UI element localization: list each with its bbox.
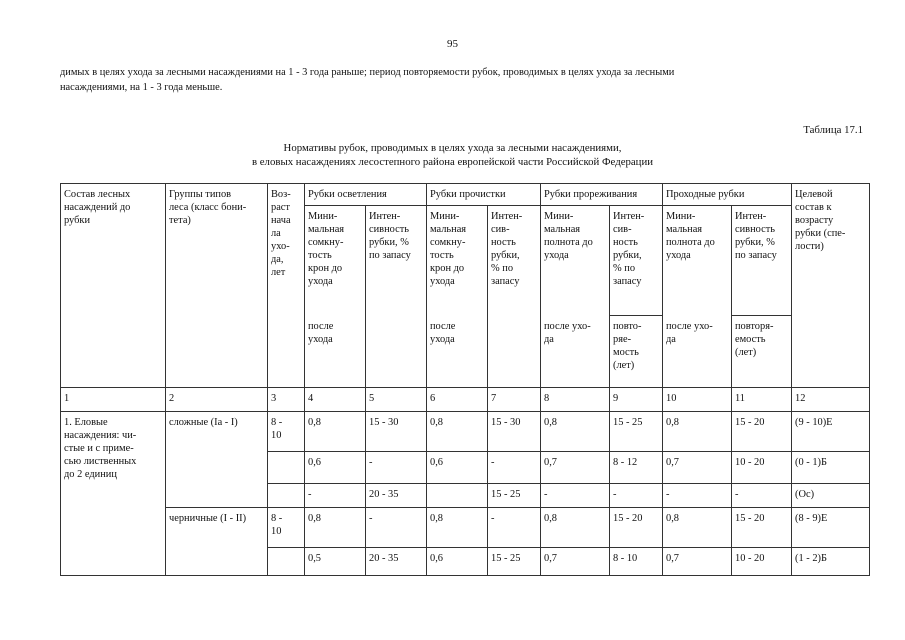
cell-line: лет	[271, 267, 286, 278]
value-cell: -	[488, 452, 541, 484]
column-number: 9	[610, 388, 663, 412]
cell-line: (лет)	[613, 360, 635, 371]
cell-line: крон до	[308, 263, 343, 274]
header-c6	[427, 206, 488, 316]
cell-line: % по	[613, 263, 636, 274]
value-cell: -	[541, 484, 610, 508]
value-cell: 0,7	[541, 548, 610, 576]
cell-line: после ухо-	[544, 320, 591, 332]
cell-line: насаждений до	[64, 202, 131, 213]
value-cell: 0,7	[541, 452, 610, 484]
cell-line: рубки,	[613, 250, 642, 261]
column-number: 12	[792, 388, 870, 412]
header-group-osvetleniya: Рубки осветления	[305, 184, 427, 206]
intro-line: насаждениями, на 1 - 3 года меньше.	[60, 82, 223, 93]
column-number: 5	[366, 388, 427, 412]
cell-line: тость	[308, 250, 332, 261]
cell-line: после	[430, 320, 456, 332]
age-cell	[268, 412, 305, 452]
value-cell: 15 - 20	[732, 412, 792, 452]
cell-line: мальная	[308, 224, 345, 235]
table-title-line: Нормативы рубок, проводимых в целях ухода за лесными насаждениями,	[283, 142, 622, 154]
value-cell: 20 - 35	[366, 484, 427, 508]
header-group-prokhodnye: Проходные рубки	[663, 184, 792, 206]
value-cell: 15 - 30	[366, 412, 427, 452]
header-group-prochistki: Рубки прочистки	[427, 184, 541, 206]
header-c10-after	[663, 316, 732, 388]
value-cell: (1 - 2)Б	[792, 548, 870, 576]
cell-line: сомкну-	[308, 237, 344, 248]
cell-line: ность	[613, 237, 638, 248]
age-cell	[268, 508, 305, 548]
column-number: 11	[732, 388, 792, 412]
cell-line: рубки	[64, 215, 91, 226]
cell-line: ухода	[308, 276, 333, 287]
value-cell: 0,7	[663, 548, 732, 576]
table-title	[0, 141, 905, 169]
value-cell: 15 - 25	[610, 412, 663, 452]
value-cell: 15 - 30	[488, 412, 541, 452]
value-cell: 0,8	[541, 412, 610, 452]
value-cell: 0,6	[427, 452, 488, 484]
cell-line: по запасу	[735, 250, 777, 261]
cell-line: Мини-	[430, 211, 460, 222]
value-cell: 0,6	[305, 452, 366, 484]
cell-line: Интен-	[369, 211, 401, 222]
value-cell: (0 - 1)Б	[792, 452, 870, 484]
cell-line: рубки (спе-	[795, 228, 846, 239]
cell-line: ность	[491, 237, 516, 248]
column-number-row	[61, 388, 870, 412]
cell-line: Воз-	[271, 189, 291, 200]
cell-line: после ухо-	[666, 320, 713, 332]
cell-line: мальная	[430, 224, 467, 235]
header-row	[61, 184, 870, 206]
cell-line: Интен-	[491, 211, 523, 222]
cell-line: ухода	[430, 333, 455, 345]
value-cell: 15 - 25	[488, 484, 541, 508]
value-cell: 10 - 20	[732, 452, 792, 484]
cell-line: % по	[491, 263, 514, 274]
value-cell: -	[732, 484, 792, 508]
cell-line: Мини-	[308, 211, 338, 222]
table-label: Таблица 17.1	[803, 124, 863, 136]
cell-line: стые и с приме-	[64, 443, 134, 454]
cell-line: ряе-	[613, 334, 632, 345]
header-c9	[610, 206, 663, 316]
cell-line: повто-	[613, 321, 642, 332]
cell-line: нача	[271, 215, 291, 226]
value-cell	[427, 484, 488, 508]
cell-line: Интен-	[735, 211, 767, 222]
value-cell: 15 - 25	[488, 548, 541, 576]
value-cell: 0,8	[663, 412, 732, 452]
cell-line: Состав лесных	[64, 189, 131, 200]
column-number: 3	[268, 388, 305, 412]
cell-line: запасу	[613, 276, 642, 287]
value-cell: 15 - 20	[732, 508, 792, 548]
forest-type-cell: сложные (Iа - I)	[166, 412, 268, 508]
cell-line: крон до	[430, 263, 465, 274]
age-cell-empty	[268, 484, 305, 508]
cell-line: 10	[271, 430, 282, 441]
column-number: 4	[305, 388, 366, 412]
cell-line: запасу	[491, 276, 520, 287]
header-c5	[366, 206, 427, 388]
value-cell: 0,5	[305, 548, 366, 576]
cell-line: после	[308, 320, 334, 332]
value-cell: -	[663, 484, 732, 508]
cell-line: полнота до	[666, 237, 715, 248]
header-c4	[305, 206, 366, 316]
value-cell: (9 - 10)Е	[792, 412, 870, 452]
column-number: 1	[61, 388, 166, 412]
header-age-start	[268, 184, 305, 388]
norms-table	[60, 183, 870, 576]
header-c8-after	[541, 316, 610, 388]
cell-line: леса (класс бони-	[169, 202, 247, 213]
cell-line: полнота до	[544, 237, 593, 248]
value-cell: (8 - 9)Е	[792, 508, 870, 548]
header-c11-after	[732, 316, 792, 388]
column-number: 2	[166, 388, 268, 412]
cell-line: 8 -	[271, 417, 283, 428]
header-c8	[541, 206, 610, 316]
cell-line: рубки, %	[735, 237, 775, 248]
value-cell: 0,8	[427, 508, 488, 548]
cell-line: тость	[430, 250, 454, 261]
value-cell: 15 - 20	[610, 508, 663, 548]
cell-line: сивность	[735, 224, 775, 235]
value-cell: 20 - 35	[366, 548, 427, 576]
cell-line: емость	[735, 334, 766, 345]
header-c4-after	[305, 316, 366, 388]
column-number: 10	[663, 388, 732, 412]
cell-line: мальная	[544, 224, 581, 235]
cell-line: ла	[271, 228, 281, 239]
cell-line: да	[666, 333, 676, 345]
cell-line: рубки, %	[369, 237, 409, 248]
cell-line: состав к	[795, 202, 832, 213]
value-cell: 0,8	[427, 412, 488, 452]
cell-line: насаждения: чи-	[64, 430, 137, 441]
cell-line: сивность	[369, 224, 409, 235]
cell-line: 10	[271, 526, 282, 537]
value-cell: -	[488, 508, 541, 548]
table-row	[61, 412, 870, 452]
table-row	[61, 508, 870, 548]
value-cell: (Ос)	[792, 484, 870, 508]
forest-type-cell: черничные (I - II)	[166, 508, 268, 576]
cell-line: до 2 единиц	[64, 469, 117, 480]
value-cell: 0,8	[305, 412, 366, 452]
column-number: 6	[427, 388, 488, 412]
cell-line: мальная	[666, 224, 703, 235]
composition-cell	[61, 412, 166, 576]
header-c6-after	[427, 316, 488, 388]
cell-line: сью лиственных	[64, 456, 137, 467]
cell-line: ухода	[544, 250, 569, 261]
value-cell: 0,8	[663, 508, 732, 548]
cell-line: 8 -	[271, 513, 283, 524]
cell-line: Интен-	[613, 211, 645, 222]
value-cell: 10 - 20	[732, 548, 792, 576]
value-cell: -	[366, 508, 427, 548]
header-target-composition	[792, 184, 870, 388]
cell-line: мость	[613, 347, 639, 358]
cell-line: возрасту	[795, 215, 834, 226]
cell-line: лости)	[795, 241, 824, 252]
header-c7	[488, 206, 541, 388]
cell-line: по запасу	[369, 250, 411, 261]
cell-line: ухода	[308, 333, 333, 345]
column-number: 8	[541, 388, 610, 412]
cell-line: (лет)	[735, 347, 757, 358]
value-cell: 8 - 10	[610, 548, 663, 576]
header-c10	[663, 206, 732, 316]
value-cell: -	[610, 484, 663, 508]
header-composition	[61, 184, 166, 388]
value-cell: 0,8	[305, 508, 366, 548]
cell-line: Мини-	[666, 211, 696, 222]
age-cell-empty	[268, 548, 305, 576]
value-cell: 8 - 12	[610, 452, 663, 484]
cell-line: Мини-	[544, 211, 574, 222]
cell-line: ухода	[666, 250, 691, 261]
cell-line: 1. Еловые	[64, 417, 108, 428]
cell-line: Целевой	[795, 189, 833, 200]
value-cell: -	[366, 452, 427, 484]
header-forest-type-group	[166, 184, 268, 388]
intro-paragraph	[60, 65, 850, 95]
age-cell-empty	[268, 452, 305, 484]
cell-line: Группы типов	[169, 189, 232, 200]
cell-line: сив-	[613, 224, 632, 235]
cell-line: ухо-	[271, 241, 290, 252]
column-number: 7	[488, 388, 541, 412]
intro-line: димых в целях ухода за лесными насаждениями на 1 - 3 года раньше; период повторяемости рубок, проводимых в целях ухода за лесными	[60, 67, 675, 78]
table-title-line: в еловых насаждениях лесостепного района европейской части Российской Федерации	[251, 156, 654, 168]
page-number: 95	[447, 38, 458, 50]
cell-line: да,	[271, 254, 284, 265]
header-group-prorezhivaniya: Рубки прореживания	[541, 184, 663, 206]
cell-line: сомкну-	[430, 237, 466, 248]
cell-line: повторя-	[735, 321, 774, 332]
header-c11	[732, 206, 792, 316]
cell-line: да	[544, 333, 554, 345]
cell-line: ухода	[430, 276, 455, 287]
value-cell: 0,6	[427, 548, 488, 576]
cell-line: сив-	[491, 224, 510, 235]
cell-line: рубки,	[491, 250, 520, 261]
cell-line: тета)	[169, 215, 191, 226]
value-cell: 0,7	[663, 452, 732, 484]
cell-line: раст	[271, 202, 290, 213]
header-c9-after	[610, 316, 663, 388]
value-cell: -	[305, 484, 366, 508]
value-cell: 0,8	[541, 508, 610, 548]
